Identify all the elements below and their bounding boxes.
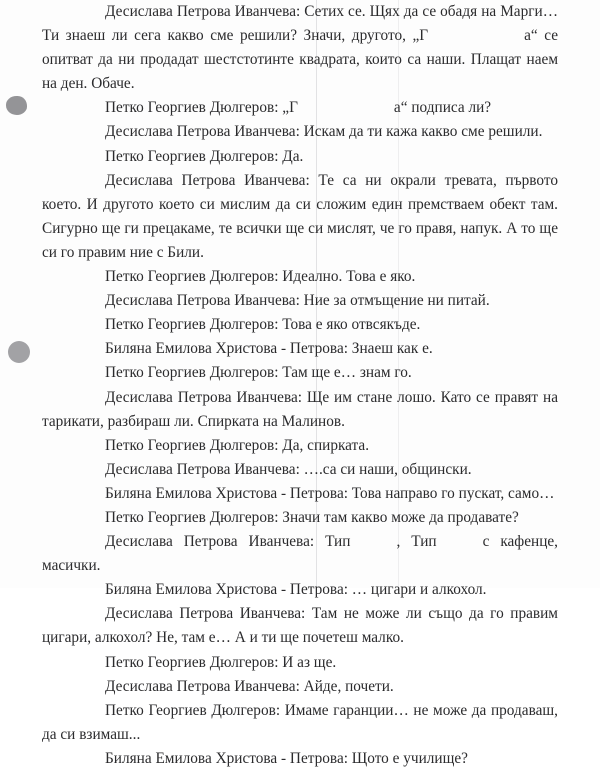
transcript-paragraph: Петко Георгиев Дюлгеров: Да, спирката. [105,436,370,454]
paragraph-text-before: Десислава Петрова Иванчева: Сетих се. Щях да се обадя на Марги… Ти знаеш ли сега какво сме решили? Значи, другото, „Г [42,3,558,45]
transcript-paragraph: Петко Георгиев Дюлгеров: Имаме гаранции… не може да продаваш, да си взимаш... [42,701,558,743]
transcript-paragraph: Десислава Петрова Иванчева: Те са ни окрали тревата, първото което. И другото което си мислим да си сложим един премстваем обект там. Сигурно ще ги прецакаме, те всички ще си мислят, че го правя, напук. А то ще си го правим ние с Били. [42,171,558,261]
transcript-paragraph [42,0,558,96]
transcript-paragraph: Петко Георгиев Дюлгеров: Там ще е… знам го. [105,364,412,382]
transcript-paragraph: Петко Георгиев Дюлгеров: Значи там какво може да продавате? [105,508,519,526]
transcript-paragraph: Петко Георгиев Дюлгеров: И аз ще. [105,653,337,671]
transcript-paragraph: Биляна Емилова Христова - Петрова: Щото е училище? [105,749,468,767]
transcript-paragraph: Десислава Петрова Иванчева: ….са си наши, общински. [105,460,472,478]
transcript-paragraph: Петко Георгиев Дюлгеров: Това е яко отвсякъде. [105,316,421,334]
paragraph-text-after: с кафенце, масички. [42,533,558,575]
margin-hole-punch-mark-lower [8,341,30,363]
paragraph-text-before: Петко Георгиев Дюлгеров: „Г [105,99,298,117]
transcript-paragraph [42,530,558,578]
transcript-paragraph: Биляна Емилова Христова - Петрова: Това направо го пускат, само… [105,484,555,502]
transcript-paragraph: Петко Георгиев Дюлгеров: Да. [105,147,304,165]
transcript-paragraph: Десислава Петрова Иванчева: Там не може ли също да го правим цигари, алкохол? Не, там е… А и ти ще почетеш малко. [42,605,558,647]
transcript-paragraph: Десислава Петрова Иванчева: Искам да ти кажа какво сме решили. [105,123,543,141]
transcript-paragraph: Десислава Петрова Иванчева: Ние за отмъщение ни питай. [105,292,490,310]
transcript-paragraph: Петко Георгиев Дюлгеров: Идеално. Това е яко. [105,268,416,286]
margin-hole-punch-mark-upper [6,96,27,115]
transcript-body [42,0,558,771]
transcript-paragraph [42,96,558,120]
paragraph-text-mid: , Тип [396,533,437,551]
paragraph-text-before: Десислава Петрова Иванчева: Тип [105,533,351,551]
paragraph-text-after: а“ подписа ли? [393,99,492,117]
transcript-paragraph: Десислава Петрова Иванчева: Айде, почети. [105,677,394,695]
transcript-paragraph: Десислава Петрова Иванчева: Ще им стане лошо. Като се правят на тарикати, разбираш ли. Спирката на Малинов. [42,388,558,430]
paragraph-text-after: а“ се опитват да ни продадат шестстотинте квадрата, които са наши. Плащат наем на ден. Обаче. [42,27,558,93]
transcript-paragraph: Биляна Емилова Христова - Петрова: … цигари и алкохол. [105,581,487,599]
transcript-paragraph: Биляна Емилова Христова - Петрова: Знаеш как е. [105,340,433,358]
